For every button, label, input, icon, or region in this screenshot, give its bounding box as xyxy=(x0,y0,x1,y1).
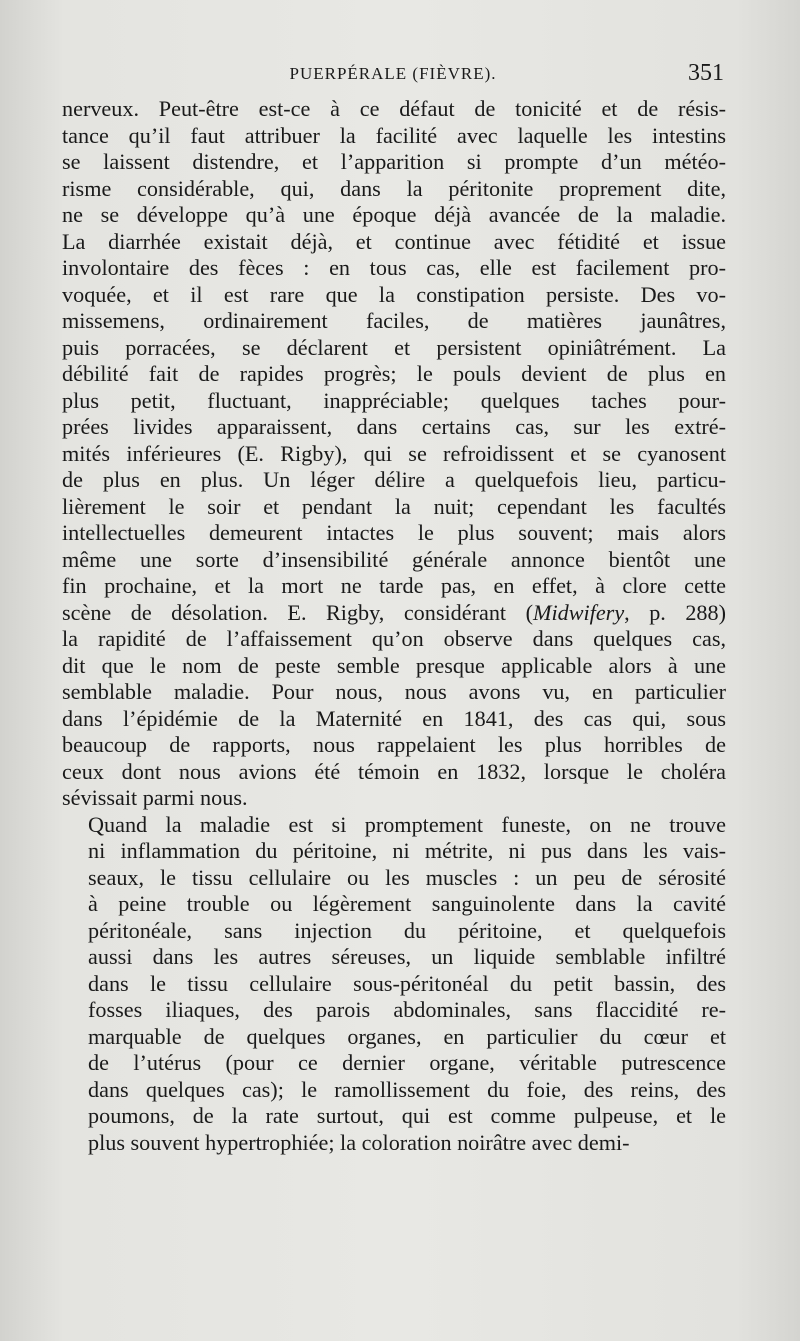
page-number: 351 xyxy=(688,60,724,86)
text-line: missemens, ordinairement faciles, de matières jaunâtres, xyxy=(62,308,726,333)
text-line: se laissent distendre, et l’apparition si prompte d’un météo- xyxy=(62,149,726,174)
text-line: plus souvent hypertrophiée; la coloration noirâtre avec demi- xyxy=(88,1129,630,1155)
text-line: La diarrhée existait déjà, et continue avec fétidité et issue xyxy=(62,228,726,254)
paragraph xyxy=(62,96,726,812)
text-line: à peine trouble ou légèrement sanguinolente dans la cavité xyxy=(88,891,726,916)
text-line: péritonéale, sans injection du péritoine, et quelquefois xyxy=(88,917,726,943)
text-line: lièrement le soir et pendant la nuit; cependant les facultés xyxy=(62,493,726,519)
text-line: seaux, le tissu cellulaire ou les muscles : un peu de sérosité xyxy=(88,864,726,890)
text-line: nerveux. Peut-être est-ce à ce défaut de tonicité et de résis- xyxy=(62,96,726,121)
text-line: dans l’épidémie de la Maternité en 1841, des cas qui, sous xyxy=(62,705,726,731)
paragraph xyxy=(62,812,726,1157)
text-line: ne se développe qu’à une époque déjà avancée de la maladie. xyxy=(62,202,726,227)
text-line: poumons, de la rate surtout, qui est comme pulpeuse, et le xyxy=(88,1103,726,1128)
text-line: la rapidité de l’affaissement qu’on observe dans quelques cas, xyxy=(62,626,726,651)
text-line: dans le tissu cellulaire sous-péritonéal du petit bassin, des xyxy=(88,970,726,996)
text-line: même une sorte d’insensibilité générale annonce bientôt une xyxy=(62,546,726,572)
text-line: débilité fait de rapides progrès; le pouls devient de plus en xyxy=(62,361,726,386)
running-title: PUERPÉRALE (FIÈVRE). xyxy=(289,64,497,83)
text-line: plus petit, fluctuant, inappréciable; quelques taches pour- xyxy=(62,387,726,413)
body-text xyxy=(62,96,726,1156)
text-line: ceux dont nous avions été témoin en 1832, lorsque le choléra xyxy=(62,758,726,784)
text-line: aussi dans les autres séreuses, un liquide semblable infiltré xyxy=(88,944,726,969)
text-line: scène de désolation. E. Rigby, considérant (Midwifery, p. 288) xyxy=(62,599,726,625)
text-line: dans quelques cas); le ramollissement du foie, des reins, des xyxy=(88,1076,726,1102)
text-line: dit que le nom de peste semble presque applicable alors à une xyxy=(62,652,726,678)
text-line: puis porracées, se déclarent et persistent opiniâtrément. La xyxy=(62,334,726,360)
text-line: tance qu’il faut attribuer la facilité avec laquelle les intestins xyxy=(62,122,726,148)
text-line: involontaire des fèces : en tous cas, elle est facilement pro- xyxy=(62,255,726,280)
text-line: prées livides apparaissent, dans certains cas, sur les extré- xyxy=(62,414,726,439)
text-line: semblable maladie. Pour nous, nous avons vu, en particulier xyxy=(62,679,726,704)
text-line: de plus en plus. Un léger délire a quelquefois lieu, particu- xyxy=(62,467,726,492)
text-line: voquée, et il est rare que la constipation persiste. Des vo- xyxy=(62,281,726,307)
text-line: Quand la maladie est si promptement funeste, on ne trouve xyxy=(88,811,726,837)
text-line: risme considérable, qui, dans la péritonite proprement dite, xyxy=(62,175,726,201)
text-line: fosses iliaques, des parois abdominales, sans flaccidité re- xyxy=(88,997,726,1022)
text-line: mités inférieures (E. Rigby), qui se refroidissent et se cyanosent xyxy=(62,440,726,466)
text-line: intellectuelles demeurent intactes le plus souvent; mais alors xyxy=(62,520,726,545)
text-line: marquable de quelques organes, en particulier du cœur et xyxy=(88,1023,726,1049)
text-line: sévissait parmi nous. xyxy=(62,785,248,810)
running-head xyxy=(62,62,724,96)
text-line: ni inflammation du péritoine, ni métrite, ni pus dans les vais- xyxy=(88,838,726,863)
text-line: de l’utérus (pour ce dernier organe, véritable putrescence xyxy=(88,1050,726,1075)
text-line: fin prochaine, et la mort ne tarde pas, en effet, à clore cette xyxy=(62,573,726,598)
text-line: beaucoup de rapports, nous rappelaient les plus horribles de xyxy=(62,732,726,757)
